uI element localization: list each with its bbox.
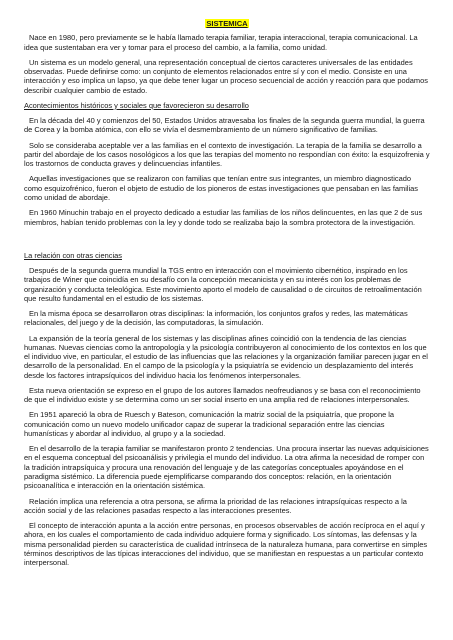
section-spacer: [24, 233, 430, 251]
section-heading-other-sciences: La relación con otras ciencias: [24, 250, 122, 260]
section1-paragraph: En la década del 40 y comienzos del 50, Estados Unidos atravesaba los finales de la segunda guerra mundial, la guerra de Corea y la bomba atómica, con ello se vivía el desmembramiento de un número significativo de familias.: [24, 116, 425, 135]
document-title: SISTEMICA: [206, 19, 248, 28]
section2-paragraph: Esta nueva orientación se expreso en el grupo de los autores llamados neofreudianos y se basa con el reconocimiento de que el individuo existe y se determina como un ser social inserto en una amplia red de relaciones interpersonales.: [24, 385, 421, 405]
section1-paragraph: En 1960 Minuchin trabajo en el proyecto dedicado a estudiar las familias de los niños delincuentes, en las que 2 de sus miembros, habían tenido problemas con la ley y donde todo se realizaba bajo la sombra protectora de la investigación.: [24, 208, 423, 227]
section2-paragraph: La expansión de la teoría general de los sistemas y las disciplinas afines coincidió con la tendencia de las ciencias humanas. Nuevas ciencias como la antropología y la psicología contribuyeron al conocimiento de los contextos en los que el individuo vive, en particular, el estudio de las influencias que las relaciones y la organización familiar parecen jugar en el desarrollo de la personalidad. En el campo de la psicología y la psiquiatría se evidencio un desplazamiento del interés desde los factores intrapsíquicos del individuo hacia los fenómenos interpersonales.: [24, 333, 428, 380]
section2-paragraph: El concepto de interacción apunta a la acción entre personas, en procesos observables de acción recíproca en el aquí y ahora, en los cuales el comportamiento de cada individuo adquiere forma y significado. Los síntomas, las defensas y la misma personalidad pierden su característica de cualidad intrínseca de la naturaleza humana, para convertirse en simples términos descriptivos de las típicas interacciones del individuo, que se manifiestan en respuestas a un particular contexto interpersonal.: [24, 521, 428, 568]
intro-paragraph: Un sistema es un modelo general, una representación conceptual de ciertos caracteres universales de las entidades observadas. Puede definirse como: un conjunto de elementos relacionados entre sí y con el medio. Consiste en una interacción y eso implica un lapso, ya que debe tener lugar un proceso secuencial de acción y reacción para que podamos describir cualquier cambio de estado.: [24, 57, 428, 95]
section2-paragraph: Relación implica una referencia a otra persona, se afirma la prioridad de las relaciones intrapsíquicas respecto a la acción social y de las relaciones pasadas respecto a las interacciones presentes.: [24, 496, 407, 515]
section2-paragraph: Después de la segunda guerra mundial la TGS entro en interacción con el movimiento cibernético, inspirado en los trabajos de Winer que coincidía en su desafío con la concepción mecanicista y en su interés con los problemas de organización y conducta teleológica. Este movimiento aporto el modelo de causalidad o de circuitos de retroalimentación que resulto fundamental en el estudio de los sistemas.: [24, 265, 422, 303]
section-heading-historical: Acontecimientos históricos y sociales que favorecieron su desarrollo: [24, 100, 249, 110]
section2-paragraph: En el desarrollo de la terapia familiar se manifestaron pronto 2 tendencias. Una procura insertar las nuevas adquisiciones en el esquema conceptual del psicoanálisis y privilegia el mundo del individuo. La otra afirma la necesidad de romper con la tradición intrapsíquica y procura una renovación del lenguaje y de las categorías conceptuales apoyándose en el paradigma sistémico. La diferencia puede ejemplificarse comparando dos conceptos: relación, en la orientación psicoanalítica e interacción en la orientación sistémica.: [24, 444, 429, 491]
section2-paragraph: En la misma época se desarrollaron otras disciplinas: la información, los conjuntos grafos y redes, las matemáticas relacionales, del juego y de la decisión, las computadoras, la simulación.: [24, 309, 408, 328]
intro-paragraph: Nace en 1980, pero previamente se le había llamado terapia familiar, terapia interaccional, terapia comunicacional. La idea que sustentaban era ver y tomar para el proceso del cambio, a la familia, como unidad.: [24, 33, 418, 52]
section1-paragraph: Aquellas investigaciones que se realizaron con familias que tenían entre sus integrantes, un miembro diagnosticado como esquizofrénico, fueron el objeto de estudio de los pioneros de estas investigaciones que pensaban en las familias como unidad de abordaje.: [24, 174, 419, 203]
title-container: [24, 19, 430, 28]
section2-paragraph: En 1951 apareció la obra de Ruesch y Bateson, comunicación la matriz social de la psiquiatría, que propone la comunicación como un nuevo modelo unificador capaz de superar la tradicional separación entre las ciencias humanísticas y abordar al individuo, al grupo y a la sociedad.: [24, 410, 395, 438]
section1-paragraph: Solo se consideraba aceptable ver a las familias en el contexto de investigación. La terapia de la familia se desarrollo a partir del abordaje de los casos nosológicos a los que las terapias del momento no respondían con éxito: la esquizofrenia y los trastornos de conducta graves y delincuencias infantiles.: [24, 140, 430, 169]
